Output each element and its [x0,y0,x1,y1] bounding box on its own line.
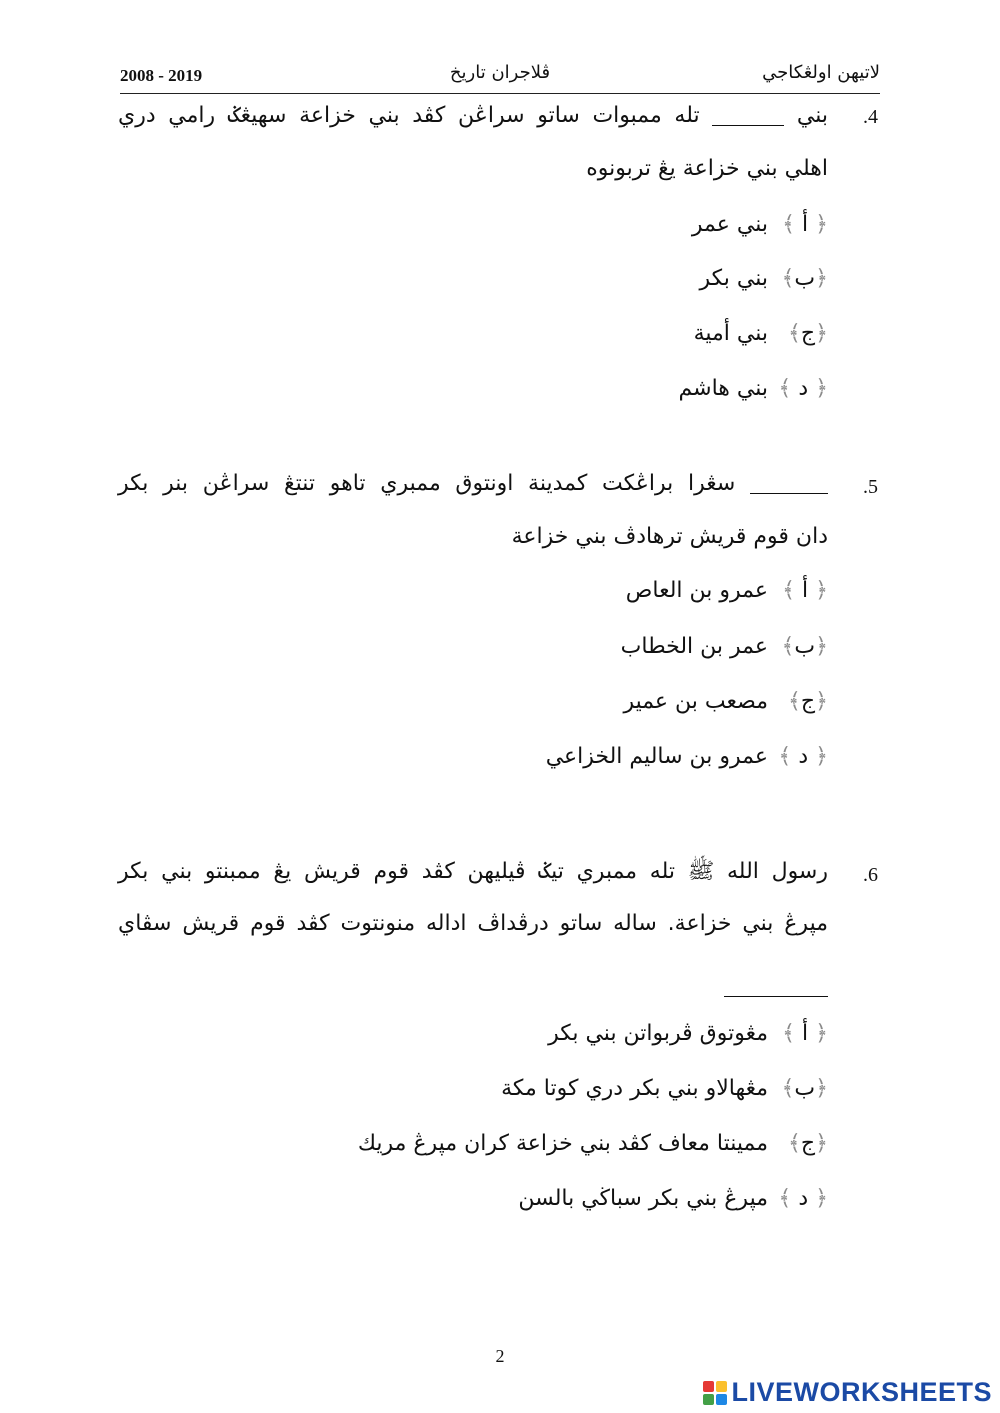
option-letter-badge: ﴿ب﴾ [781,266,828,291]
option-text: مپرڠ بني بكر سباڬي بالسن [518,1186,768,1211]
question-4-option-a[interactable] [208,212,828,246]
header-subject: لاتيهن اولڠكاجي [762,62,880,83]
question-4-option-d[interactable] [208,376,828,410]
question-6-number: .6 [863,864,878,886]
option-letter-badge: ﴿ د ﴾ [778,376,828,401]
header-divider [120,93,880,94]
question-6-line-1: رسول الله ﷺ تله ممبري تيݢ ڤيليهن كڤد قوم قريش يڠ ممبنتو بني بكر [118,859,828,884]
question-5-option-b[interactable] [208,634,828,668]
option-text: عمر بن الخطاب [620,634,768,659]
question-6-line-2: مپرڠ بني خزاعة. ساله ساتو درڤداڤ اداله منونتوت كڤد قوم قريش سڤاي [118,911,828,936]
question-4-option-c[interactable] [208,321,828,355]
question-5-line-2: دان قوم قريش ترهادڤ بني خزاعة [511,524,828,549]
header-years: 2008 - 2019 [120,66,203,85]
question-5-number: .5 [863,476,878,498]
liveworksheets-brand [703,1377,992,1409]
option-text: بني عمر [691,212,768,237]
question-5-option-d[interactable] [208,744,828,778]
option-letter-badge: ﴿ب﴾ [781,1076,828,1101]
liveworksheets-logo-icon [703,1381,727,1405]
option-letter-badge: ﴿ أ ﴾ [782,212,828,237]
question-6-blank[interactable] [724,996,828,997]
page-number: 2 [495,1346,505,1366]
question-4-line-2: اهلي بني خزاعة يڠ تربونوه [586,156,828,181]
option-text: مصعب بن عمير [623,689,768,714]
question-4-line-1 [118,102,828,128]
option-text: عمرو بن ساليم الخزاعي [545,744,768,769]
option-letter-badge: ﴿ج﴾ [788,1131,828,1156]
question-4-number: .4 [863,106,878,128]
question-5-text: سڠرا براڠكت كمدينة اونتوق ممبري تاهو تنتڠ سراڠن بنر بكر [118,471,736,497]
question-4-option-b[interactable] [208,266,828,300]
option-text: ممينتا معاف كڤد بني خزاعة كران مپرڠ مريك [357,1131,768,1156]
question-5-option-c[interactable] [208,689,828,723]
brand-name: LIVEWORKSHEETS [731,1377,992,1407]
question-6-option-b[interactable] [208,1076,828,1110]
header-title: ڤلاجران تاريخ [449,62,551,83]
option-letter-badge: ﴿ب﴾ [781,634,828,659]
question-5-option-a[interactable] [208,578,828,612]
question-6-option-a[interactable] [208,1021,828,1055]
question-4-text-start: بني [796,103,829,129]
option-letter-badge: ﴿ أ ﴾ [782,1021,828,1046]
option-letter-badge: ﴿ د ﴾ [778,1186,828,1211]
question-5-blank[interactable] [750,470,828,494]
option-text: مڠهالاو بني بكر دري كوتا مكة [501,1076,768,1101]
page-header [120,62,880,92]
question-4-blank[interactable] [712,102,784,126]
question-5-line-1 [118,470,828,496]
option-text: بني بكر [699,266,768,291]
option-letter-badge: ﴿ج﴾ [788,689,828,714]
question-6-option-c[interactable] [208,1131,828,1165]
question-6-option-d[interactable] [208,1186,828,1220]
option-text: بني أمية [693,321,768,346]
option-letter-badge: ﴿ د ﴾ [778,744,828,769]
option-text: مڠوتوق ڤربواتن بني بكر [548,1021,768,1046]
option-text: عمرو بن العاص [625,578,768,603]
option-text: بني هاشم [678,376,768,401]
question-4-text-end: تله ممبوات ساتو سراڠن كڤد بني خزاعة سهيڠݢ رامي دري [118,103,700,129]
option-letter-badge: ﴿ أ ﴾ [782,578,828,603]
option-letter-badge: ﴿ج﴾ [788,321,828,346]
